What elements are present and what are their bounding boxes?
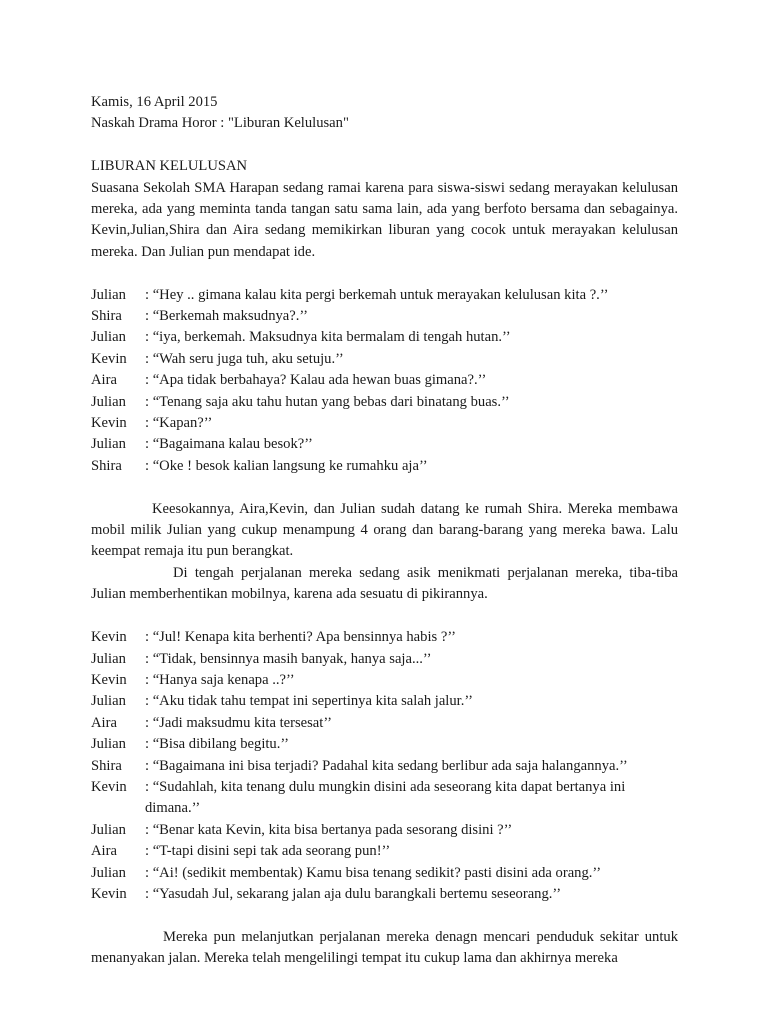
speaker-name: Julian [91, 821, 126, 838]
dialog-text: : “Kapan?’’ [145, 415, 213, 432]
speaker-name: Shira [91, 457, 122, 474]
blank-line [91, 477, 678, 498]
narration-paragraph: Di tengah perjalanan mereka sedang asik menikmati perjalanan mereka, tiba-tiba Julian memberhentikan mobilnya, karena ada sesuatu di pikirannya. [91, 564, 678, 603]
intro-paragraph: Suasana Sekolah SMA Harapan sedang ramai karena para siswa-siswi sedang merayakan kelulusan mereka, ada yang meminta tanda tangan satu sama lain, ada yang berfoto bersama dan sebagainya. Kevin,Julian,Shira dan Aira sedang memikirkan liburan yang cocok untuk merayakan kelulusan mereka. Dan Julian pun mendapat ide. [91, 179, 678, 260]
blank-line [91, 606, 678, 627]
dialog-text: : “Yasudah Jul, sekarang jalan aja dulu barangkali bertemu seseorang.’’ [145, 885, 562, 902]
dialog-text: : “Ai! (sedikit membentak) Kamu bisa tenang sedikit? pasti disini ada orang.’’ [145, 864, 602, 881]
speaker-name: Julian [91, 436, 126, 453]
dialog-text: : “Bagaimana kalau besok?’’ [145, 436, 313, 453]
speaker-name: Kevin [91, 415, 127, 432]
dialog-line [91, 285, 678, 306]
speaker-name: Aira [91, 843, 117, 860]
dialog-line [91, 627, 678, 648]
document-date: Kamis, 16 April 2015 [91, 94, 218, 110]
speaker-name: Kevin [91, 629, 127, 646]
narration-paragraph: Mereka pun melanjutkan perjalanan mereka denagn mencari penduduk sekitar untuk menanyakan jalan. Mereka telah mengelilingi tempat itu cukup lama dan akhirnya mereka [91, 928, 678, 967]
dialog-line [91, 713, 678, 734]
speaker-name: Julian [91, 650, 126, 667]
dialog-text: : “Aku tidak tahu tempat ini sepertinya kita salah jalur.’’ [145, 693, 473, 710]
speaker-name: Shira [91, 308, 122, 325]
dialog-text: : “Sudahlah, kita tenang dulu mungkin disini ada seseorang kita dapat bertanya ini dimana.’’ [145, 778, 626, 817]
dialog-text: : “Benar kata Kevin, kita bisa bertanya pada sesorang disini ?’’ [145, 821, 513, 838]
dialog-text: : “iya, berkemah. Maksudnya kita bermalam di tengah hutan.’’ [145, 329, 511, 346]
dialog-text: : “Bisa dibilang begitu.’’ [145, 736, 290, 753]
dialog-line [91, 370, 678, 391]
speaker-name: Julian [91, 736, 126, 753]
speaker-name: Julian [91, 329, 126, 346]
speaker-name: Julian [91, 864, 126, 881]
dialog-text: : “Hey .. gimana kalau kita pergi berkemah untuk merayakan kelulusan kita ?.’’ [145, 286, 609, 303]
speaker-name: Julian [91, 286, 126, 303]
dialog-line [91, 884, 678, 905]
dialog-line [91, 777, 678, 820]
speaker-name: Shira [91, 757, 122, 774]
dialog-line [91, 306, 678, 327]
dialog-line [91, 413, 678, 434]
dialog-text: : “Bagaimana ini bisa terjadi? Padahal kita sedang berlibur ada saja halangannya.’’ [145, 757, 628, 774]
speaker-name: Kevin [91, 885, 127, 902]
dialog-line [91, 841, 678, 862]
dialog-text: : “Apa tidak berbahaya? Kalau ada hewan buas gimana?.’’ [145, 372, 487, 389]
blank-line [91, 905, 678, 926]
dialog-text: : “T-tapi disini sepi tak ada seorang pun!’’ [145, 843, 391, 860]
dialog-line [91, 649, 678, 670]
dialog-text: : “Berkemah maksudnya?.’’ [145, 308, 309, 325]
blank-line [91, 135, 678, 156]
speaker-name: Kevin [91, 778, 127, 795]
dialog-text: : “Jadi maksudmu kita tersesat’’ [145, 714, 332, 731]
dialog-line [91, 327, 678, 348]
speaker-name: Julian [91, 693, 126, 710]
document-title: Naskah Drama Horor : "Liburan Kelulusan" [91, 115, 349, 132]
speaker-name: Kevin [91, 671, 127, 688]
narration-paragraph: Keesokannya, Aira,Kevin, dan Julian sudah datang ke rumah Shira. Mereka membawa mobil milik Julian yang cukup menampung 4 orang dan barang-barang yang mereka bawa. Lalu keempat remaja itu pun berangkat. [91, 500, 678, 560]
dialog-line [91, 456, 678, 477]
dialog-line [91, 863, 678, 884]
dialog-line [91, 756, 678, 777]
speaker-name: Julian [91, 393, 126, 410]
dialog-text: : “Tidak, bensinnya masih banyak, hanya saja...’’ [145, 650, 432, 667]
dialog-line [91, 670, 678, 691]
dialog-text: : “Wah seru juga tuh, aku setuju.’’ [145, 350, 344, 367]
document-page [91, 92, 678, 970]
dialog-text: : “Oke ! besok kalian langsung ke rumahku aja’’ [145, 457, 428, 474]
section-title: LIBURAN KELULUSAN [91, 158, 248, 175]
dialog-line [91, 392, 678, 413]
dialog-text: : “Hanya saja kenapa ..?’’ [145, 671, 295, 688]
dialog-line [91, 349, 678, 370]
speaker-name: Aira [91, 714, 117, 731]
dialog-line [91, 691, 678, 712]
dialog-line [91, 820, 678, 841]
dialog-line [91, 434, 678, 455]
speaker-name: Kevin [91, 350, 127, 367]
dialog-text: : “Tenang saja aku tahu hutan yang bebas dari binatang buas.’’ [145, 393, 510, 410]
dialog-block-1 [91, 285, 678, 478]
dialog-line [91, 734, 678, 755]
dialog-block-2 [91, 627, 678, 905]
speaker-name: Aira [91, 372, 117, 389]
blank-line [91, 263, 678, 284]
dialog-text: : “Jul! Kenapa kita berhenti? Apa bensinnya habis ?’’ [145, 629, 456, 646]
